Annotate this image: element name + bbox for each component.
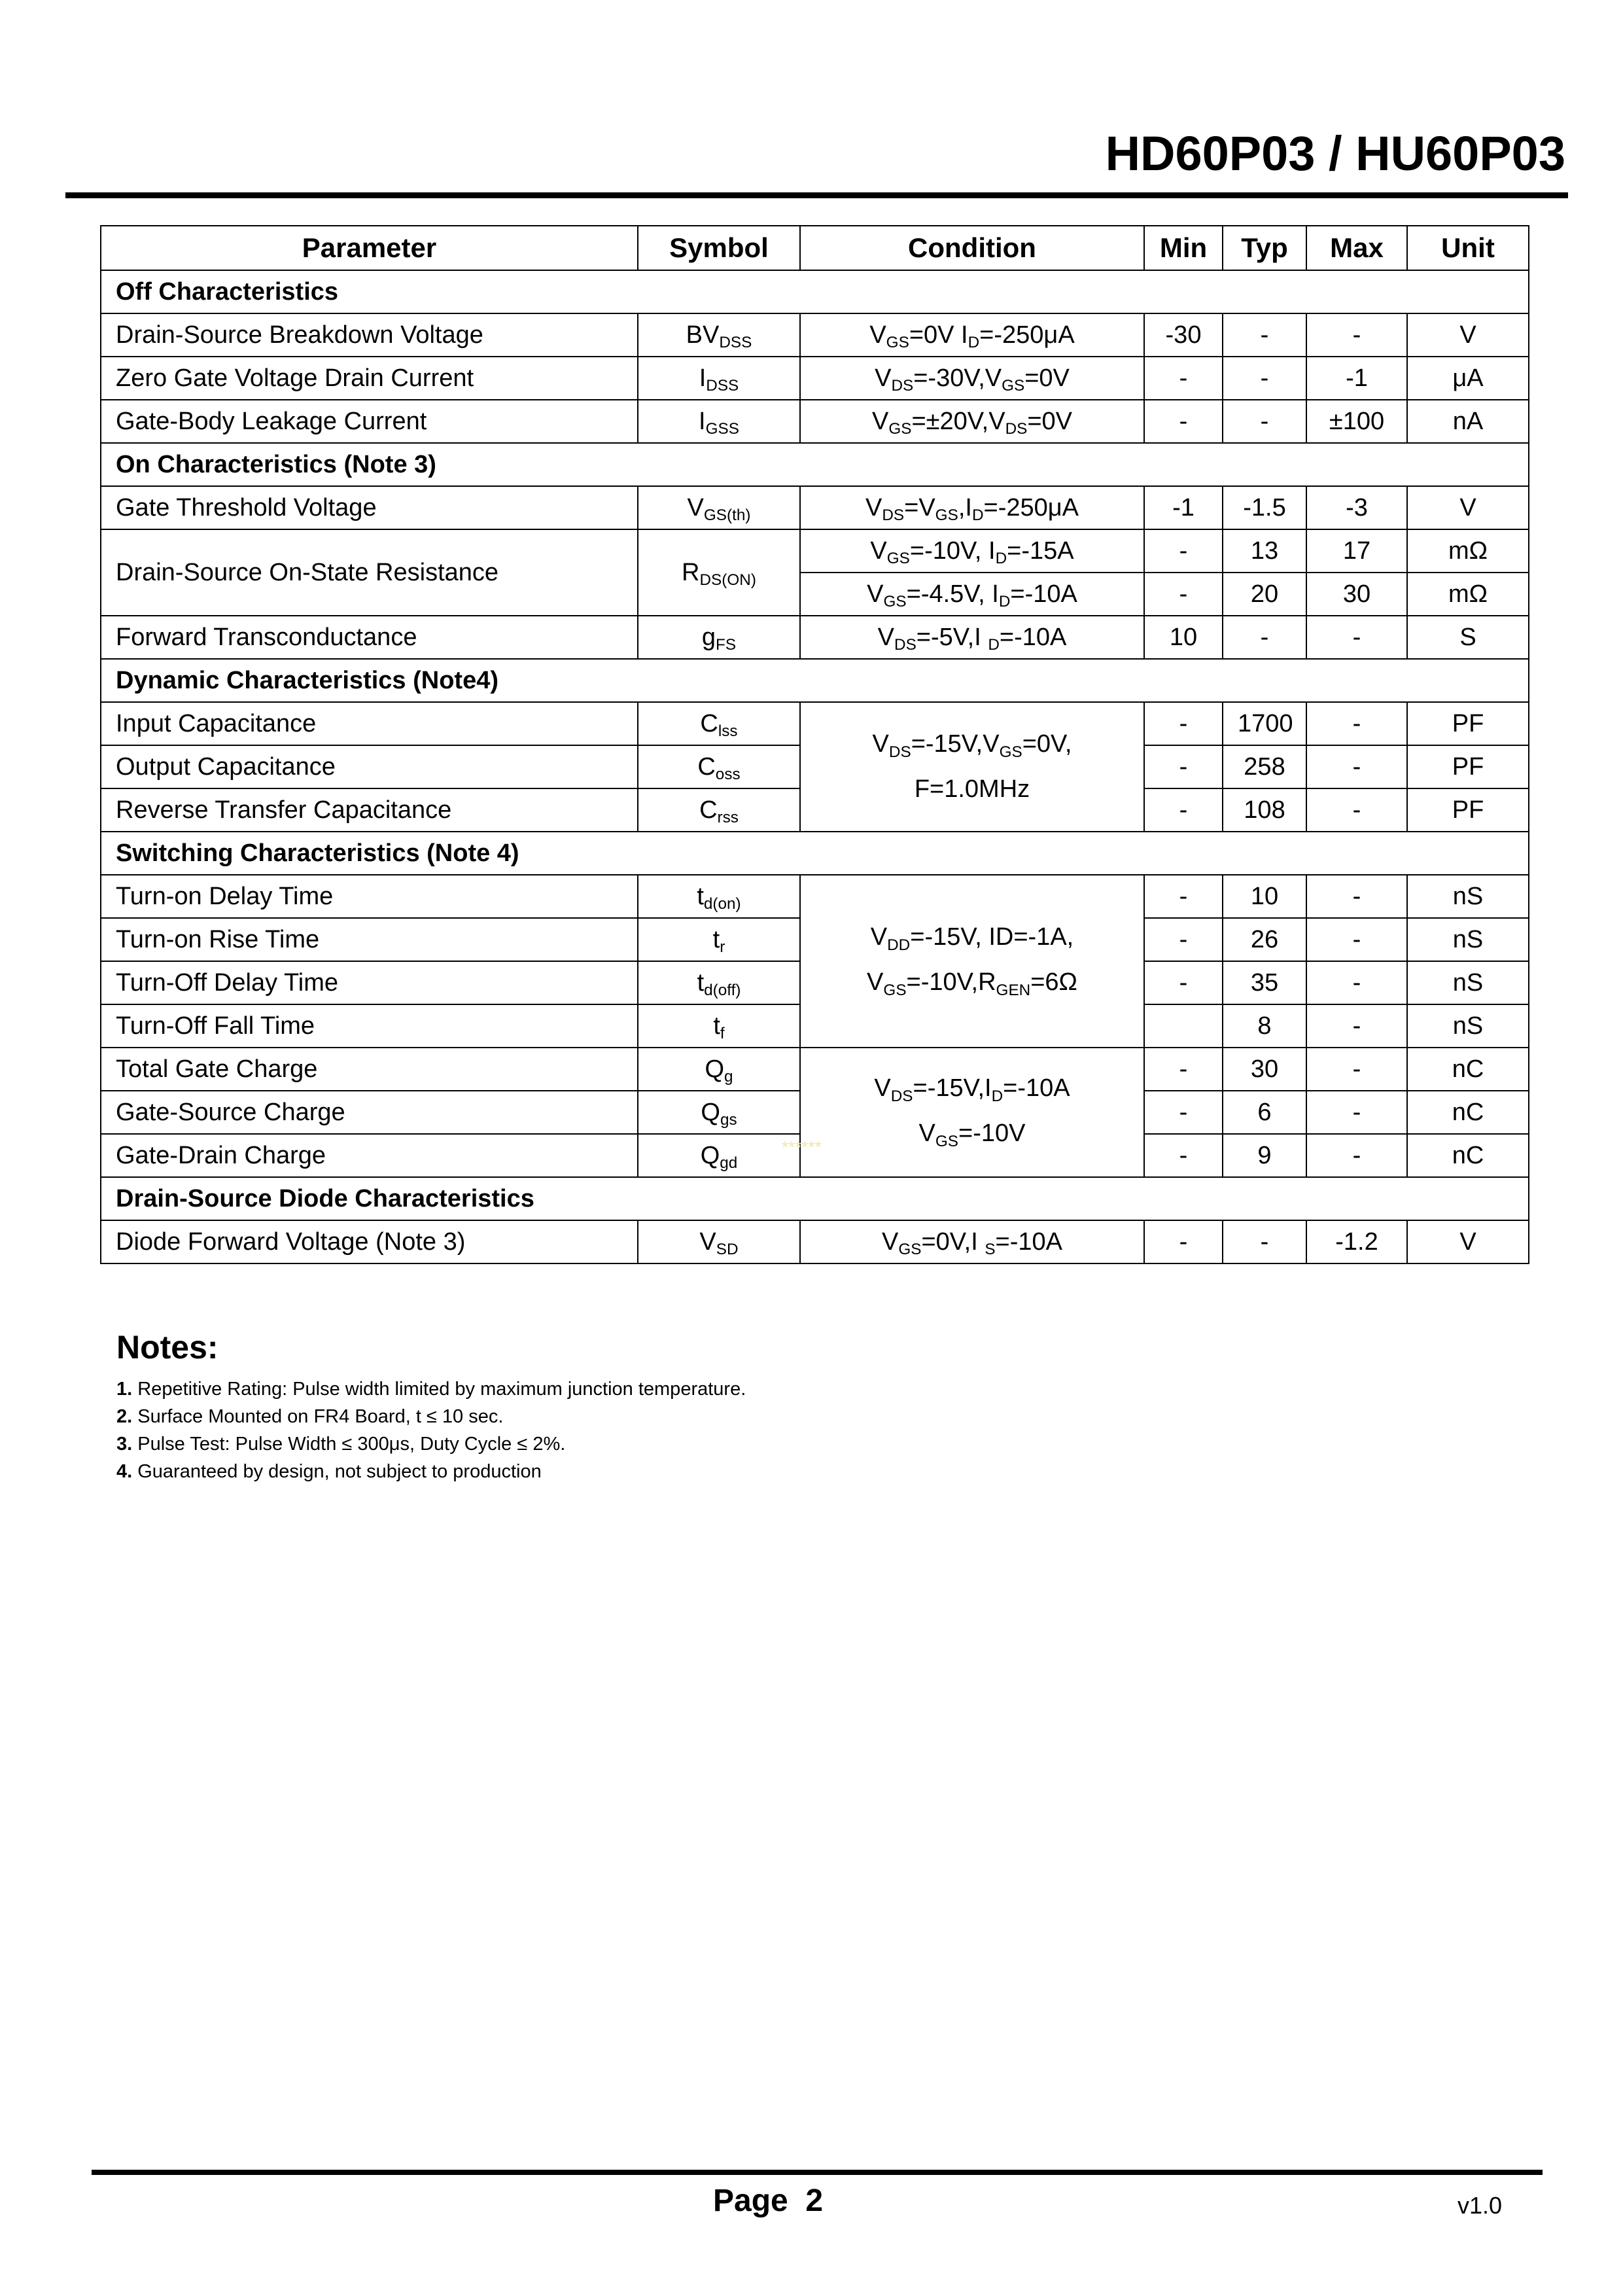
typ-cell: - — [1223, 357, 1306, 400]
min-cell: -1 — [1144, 486, 1223, 529]
unit-cell: nS — [1407, 918, 1529, 961]
header-rule — [65, 192, 1568, 198]
table-row — [101, 400, 1529, 443]
column-header: Typ — [1223, 226, 1306, 270]
note-item: 1. Repetitive Rating: Pulse width limited by maximum junction temperature. — [116, 1379, 746, 1400]
typ-cell: 20 — [1223, 573, 1306, 616]
max-cell: - — [1306, 1091, 1407, 1134]
unit-cell: PF — [1407, 788, 1529, 832]
min-cell: - — [1144, 918, 1223, 961]
max-cell: 17 — [1306, 529, 1407, 573]
unit-cell: mΩ — [1407, 573, 1529, 616]
max-cell: - — [1306, 702, 1407, 745]
table-header-row — [101, 226, 1529, 270]
watermark: ****** — [782, 1137, 822, 1157]
column-header: Symbol — [638, 226, 800, 270]
max-cell: - — [1306, 875, 1407, 918]
symbol-cell: $t_{d(off)}$ — [638, 961, 800, 1004]
max-cell: - — [1306, 961, 1407, 1004]
condition-cell: $V_{GS}=0V,I$ $_S$=-10A — [800, 1220, 1144, 1263]
footer-rule — [92, 2170, 1543, 2175]
min-cell: - — [1144, 745, 1223, 788]
symbol-cell: $t_f$ — [638, 1004, 800, 1048]
typ-cell: 6 — [1223, 1091, 1306, 1134]
symbol-cell: $C_{rss}$ — [638, 788, 800, 832]
min-cell: -30 — [1144, 313, 1223, 357]
max-cell: - — [1306, 918, 1407, 961]
min-cell: - — [1144, 702, 1223, 745]
symbol-cell: $t_{d(on)}$ — [638, 875, 800, 918]
condition-cell: $V_{DD}=-15V$, ID=-1A, $V_{GS}=-10V,R_{GEN}=6\Omega$ — [800, 875, 1144, 1048]
min-cell: - — [1144, 573, 1223, 616]
symbol-cell: $R_{DS(ON)}$ — [638, 529, 800, 616]
unit-cell: nS — [1407, 1004, 1529, 1048]
column-header: Min — [1144, 226, 1223, 270]
typ-cell: 26 — [1223, 918, 1306, 961]
min-cell: - — [1144, 1091, 1223, 1134]
param-cell: Output Capacitance — [101, 745, 638, 788]
condition-cell: $V_{DS}=-30V,V_{GS}=0V$ — [800, 357, 1144, 400]
unit-cell: nS — [1407, 961, 1529, 1004]
min-cell: - — [1144, 875, 1223, 918]
condition-cell: $V_{DS}=-15V,I_D=-10A$ $V_{GS}=-10V$ — [800, 1048, 1144, 1177]
condition-cell: $V_{GS}=-10V$, $I_D=-15A$ — [800, 529, 1144, 573]
condition-cell: $V_{GS}=-4.5V$, $I_D=-10A$ — [800, 573, 1144, 616]
unit-cell: S — [1407, 616, 1529, 659]
typ-cell: 30 — [1223, 1048, 1306, 1091]
min-cell: - — [1144, 1048, 1223, 1091]
unit-cell: nC — [1407, 1048, 1529, 1091]
param-cell: Gate Threshold Voltage — [101, 486, 638, 529]
condition-cell: $V_{DS}=V_{GS},I_D=-250\mu A$ — [800, 486, 1144, 529]
version-label: v1.0 — [1457, 2192, 1503, 2219]
min-cell: - — [1144, 788, 1223, 832]
table-row — [101, 1048, 1529, 1091]
symbol-cell: $V_{GS(th)}$ — [638, 486, 800, 529]
characteristics-table — [100, 225, 1529, 1264]
symbol-cell: $g_{FS}$ — [638, 616, 800, 659]
param-cell: Gate-Body Leakage Current — [101, 400, 638, 443]
symbol-cell: $t_r$ — [638, 918, 800, 961]
symbol-cell: $I_{DSS}$ — [638, 357, 800, 400]
max-cell: - — [1306, 1004, 1407, 1048]
section-row — [101, 832, 1529, 875]
unit-cell: mΩ — [1407, 529, 1529, 573]
typ-cell: 8 — [1223, 1004, 1306, 1048]
symbol-cell: $V_{SD}$ — [638, 1220, 800, 1263]
max-cell: - — [1306, 745, 1407, 788]
table-row — [101, 616, 1529, 659]
param-cell: Turn-Off Fall Time — [101, 1004, 638, 1048]
param-cell: Forward Transconductance — [101, 616, 638, 659]
param-cell: Turn-on Rise Time — [101, 918, 638, 961]
table-row — [101, 702, 1529, 745]
section-row — [101, 270, 1529, 313]
min-cell: - — [1144, 400, 1223, 443]
symbol-cell: $C_{lss}$ — [638, 702, 800, 745]
unit-cell: PF — [1407, 702, 1529, 745]
param-cell: Diode Forward Voltage (Note 3) — [101, 1220, 638, 1263]
table-row — [101, 1220, 1529, 1263]
param-cell: Reverse Transfer Capacitance — [101, 788, 638, 832]
typ-cell: 9 — [1223, 1134, 1306, 1177]
max-cell: -1 — [1306, 357, 1407, 400]
condition-cell: $V_{DS}=-5V,I$ $_D$=-10A — [800, 616, 1144, 659]
section-title: Off Characteristics — [101, 270, 1529, 313]
param-cell: Drain-Source Breakdown Voltage — [101, 313, 638, 357]
symbol-cell: $BV_{DSS}$ — [638, 313, 800, 357]
unit-cell: nC — [1407, 1091, 1529, 1134]
param-cell: Drain-Source On-State Resistance — [101, 529, 638, 616]
column-header: Unit — [1407, 226, 1529, 270]
note-item: 3. Pulse Test: Pulse Width ≤ 300μs, Duty Cycle ≤ 2%. — [116, 1434, 566, 1455]
section-row — [101, 1177, 1529, 1220]
max-cell: - — [1306, 616, 1407, 659]
typ-cell: - — [1223, 313, 1306, 357]
condition-cell: $V_{GS}=\pm 20V,V_{DS}=0V$ — [800, 400, 1144, 443]
min-cell: - — [1144, 529, 1223, 573]
symbol-cell: $Q_{gd}$ — [638, 1134, 800, 1177]
unit-cell: nS — [1407, 875, 1529, 918]
symbol-cell: $Q_g$ — [638, 1048, 800, 1091]
unit-cell: V — [1407, 486, 1529, 529]
max-cell: -1.2 — [1306, 1220, 1407, 1263]
max-cell: -3 — [1306, 486, 1407, 529]
param-cell: Gate-Source Charge — [101, 1091, 638, 1134]
max-cell: - — [1306, 313, 1407, 357]
section-title: On Characteristics (Note 3) — [101, 443, 1529, 486]
column-header: Max — [1306, 226, 1407, 270]
typ-cell: 13 — [1223, 529, 1306, 573]
page-title: HD60P03 / HU60P03 — [1105, 126, 1565, 181]
column-header: Condition — [800, 226, 1144, 270]
param-cell: Gate-Drain Charge — [101, 1134, 638, 1177]
symbol-cell: $Q_{gs}$ — [638, 1091, 800, 1134]
param-cell: Input Capacitance — [101, 702, 638, 745]
unit-cell: V — [1407, 1220, 1529, 1263]
section-row — [101, 443, 1529, 486]
section-title: Dynamic Characteristics (Note4) — [101, 659, 1529, 702]
section-title: Drain-Source Diode Characteristics — [101, 1177, 1529, 1220]
min-cell: - — [1144, 961, 1223, 1004]
notes-list — [116, 1375, 746, 1485]
max-cell: - — [1306, 1134, 1407, 1177]
unit-cell: nC — [1407, 1134, 1529, 1177]
unit-cell: μA — [1407, 357, 1529, 400]
note-item: 2. Surface Mounted on FR4 Board, t ≤ 10 sec. — [116, 1406, 504, 1427]
param-cell: Zero Gate Voltage Drain Current — [101, 357, 638, 400]
param-cell: Turn-Off Delay Time — [101, 961, 638, 1004]
typ-cell: 35 — [1223, 961, 1306, 1004]
param-cell: Turn-on Delay Time — [101, 875, 638, 918]
table-row — [101, 357, 1529, 400]
symbol-cell: $C_{oss}$ — [638, 745, 800, 788]
symbol-cell: $I_{GSS}$ — [638, 400, 800, 443]
typ-cell: - — [1223, 1220, 1306, 1263]
column-header: Parameter — [101, 226, 638, 270]
typ-cell: - — [1223, 616, 1306, 659]
typ-cell: 1700 — [1223, 702, 1306, 745]
table-row — [101, 486, 1529, 529]
page-number: Page 2 — [713, 2183, 824, 2218]
max-cell: - — [1306, 1048, 1407, 1091]
unit-cell: PF — [1407, 745, 1529, 788]
min-cell: - — [1144, 1134, 1223, 1177]
typ-cell: 258 — [1223, 745, 1306, 788]
min-cell: 10 — [1144, 616, 1223, 659]
typ-cell: 10 — [1223, 875, 1306, 918]
condition-cell: $V_{DS}=-15V,V_{GS}=0V$, F=1.0MHz — [800, 702, 1144, 832]
unit-cell: nA — [1407, 400, 1529, 443]
min-cell — [1144, 1004, 1223, 1048]
max-cell: ±100 — [1306, 400, 1407, 443]
table-row — [101, 529, 1529, 573]
param-cell: Total Gate Charge — [101, 1048, 638, 1091]
notes-title: Notes: — [116, 1329, 218, 1366]
unit-cell: V — [1407, 313, 1529, 357]
table-row — [101, 875, 1529, 918]
max-cell: - — [1306, 788, 1407, 832]
note-item: 4. Guaranteed by design, not subject to production — [116, 1461, 542, 1482]
typ-cell: - — [1223, 400, 1306, 443]
section-row — [101, 659, 1529, 702]
typ-cell: 108 — [1223, 788, 1306, 832]
min-cell: - — [1144, 357, 1223, 400]
min-cell: - — [1144, 1220, 1223, 1263]
table-row — [101, 313, 1529, 357]
typ-cell: -1.5 — [1223, 486, 1306, 529]
max-cell: 30 — [1306, 573, 1407, 616]
section-title: Switching Characteristics (Note 4) — [101, 832, 1529, 875]
condition-cell: $V_{GS}=0V$ $I_D=-250\mu A$ — [800, 313, 1144, 357]
